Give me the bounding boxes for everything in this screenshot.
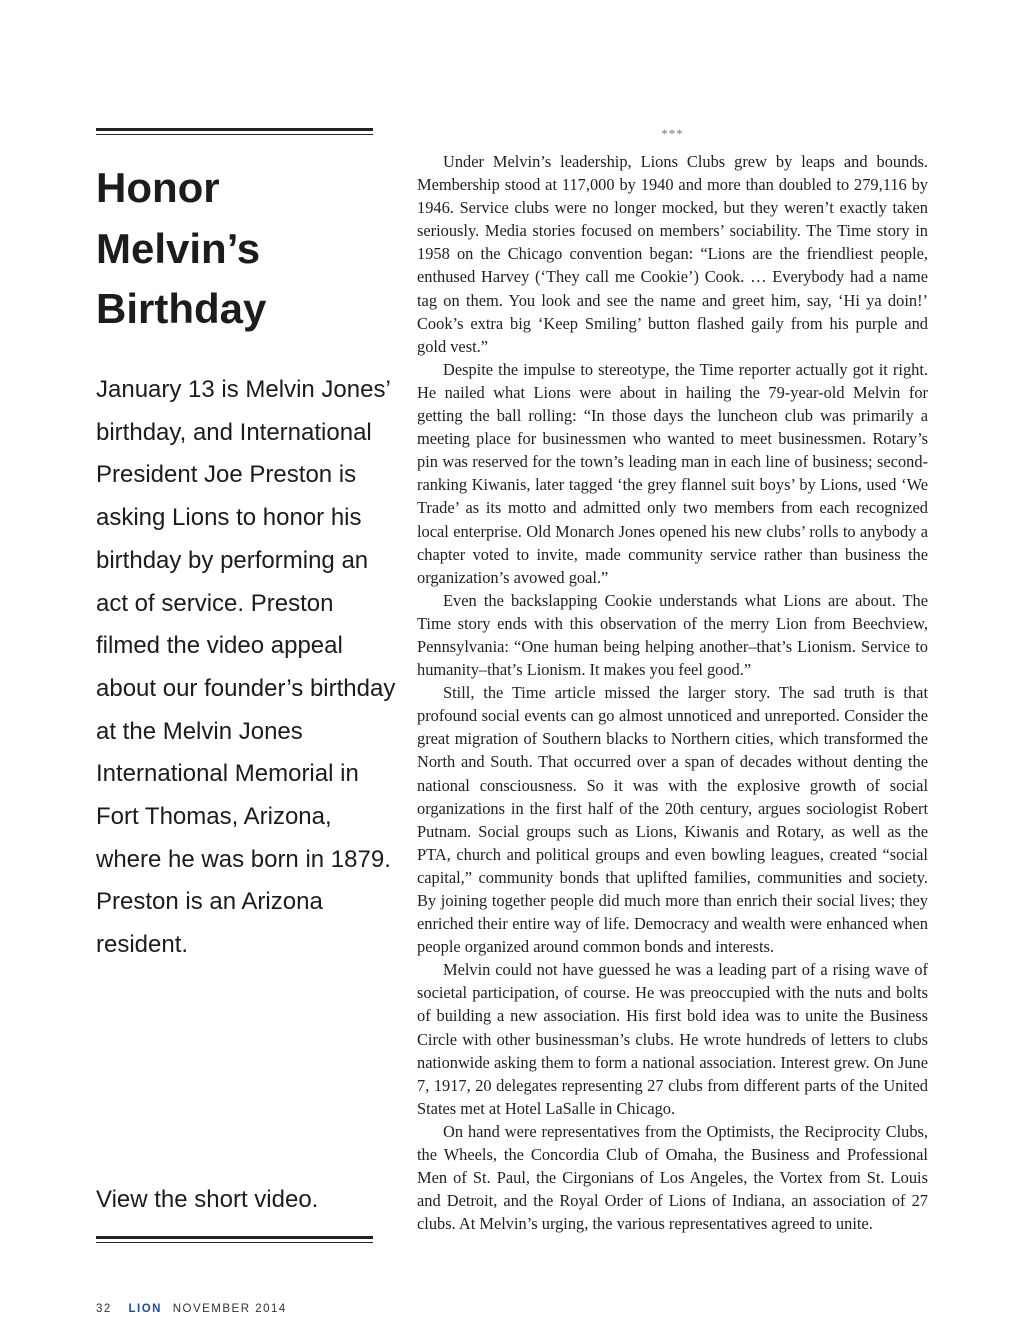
article-paragraph: Still, the Time article missed the larger story. The sad truth is that profound social events can go almost unnoticed and unreported. Consider the great migration of Southern blacks to Northern cities, which transformed the North and South. That occurred over a span of decades without denting the national consciousness. So it was with the explosive growth of social organizations in the first half of the 20th century, argues sociologist Robert Putnam. Social groups such as Lions, Kiwanis and Rotary, as well as the PTA, church and political groups and even bowling leagues, created “social capital,” community bonds that uplifted families, communities and society. By joining together people did much more than enrich their social lives; they enriched their entire way of life. Democracy and wealth were enhanced when people organized around common bonds and interests. [417, 683, 928, 957]
sidebar-bottom-rule [96, 1236, 373, 1243]
article-paragraph: Under Melvin’s leadership, Lions Clubs grew by leaps and bounds. Membership stood at 117,000 by 1940 and more than doubled to 279,116 by 1946. Service clubs were no longer mocked, but they weren’t exactly taken seriously. Media stories focused on members’ sociability. The Time story in 1958 on the Chicago convention began: “Lions are the friendliest people, enthused Harvey (‘They call me Cookie’) Cook. … Everybody had a name tag on them. You look and see the name and greet him, say, ‘Hi ya doin!’ Cook’s extra big ‘Keep Smiling’ button flashed gaily from his purple and gold vest.” [417, 152, 928, 356]
article-paragraph: On hand were representatives from the Optimists, the Reciprocity Clubs, the Wheels, the Concordia Club of Omaha, the Business and Professional Men of St. Paul, the Cirgonians of Los Angeles, the Vortex from St. Louis and Detroit, and the Royal Order of Lions of Indiana, an association of 27 clubs. At Melvin’s urging, the various representatives agreed to unite. [417, 1121, 928, 1234]
page-number: 32 [96, 1303, 112, 1315]
page-footer [96, 1303, 287, 1315]
issue-date: NOVEMBER 2014 [172, 1303, 287, 1315]
article-paragraph: Even the backslapping Cookie understands what Lions are about. The Time story ends with this observation of the merry Lion from Beechview, Pennsylvania: “One human being helping another–that’s Lionism. Service to humanity–that’s Lionism. It makes you feel good.” [417, 590, 928, 680]
sidebar-title: Honor Melvin’s Birthday [96, 164, 267, 332]
section-divider: *** [661, 126, 684, 141]
article-body [417, 150, 928, 1235]
sidebar-top-rule [96, 128, 373, 135]
magazine-name: LION [128, 1303, 162, 1315]
view-video-link[interactable]: View the short video. [96, 1186, 319, 1213]
article-paragraph: Despite the impulse to stereotype, the Time reporter actually got it right. He nailed what Lions were about in hailing the 79-year-old Melvin for getting the ball rolling: “In those days the luncheon club was primarily a meeting place for businessmen who wanted to meet businessmen. Rotary’s pin was reserved for the town’s leading man in each line of business; second-ranking Kiwanis, later tagged ‘the grey flannel suit boys’ by Lions, used ‘We Trade’ as its motto and admitted only two members from each recognized local enterprise. Old Monarch Jones opened his new clubs’ rolls to anybody a chapter voted to invite, made community service rather than business the organization’s avowed goal.” [417, 359, 928, 587]
sidebar-body: January 13 is Melvin Jones’ birthday, and International President Joe Preston is asking Lions to honor his birthday by performing an act of service. Preston filmed the video appeal about our founder’s birthday at the Melvin Jones International Memorial in Fort Thomas, Arizona, where he was born in 1879. Preston is an Arizona resident. [96, 376, 396, 959]
article-paragraph: Melvin could not have guessed he was a leading part of a rising wave of societal participation, of course. He was preoccupied with the nuts and bolts of building a new association. His first bold idea was to unite the Business Circle with other businessman’s clubs. He wrote hundreds of letters to clubs nationwide asking them to form a national association. Interest grew. On June 7, 1917, 20 delegates representing 27 clubs from different parts of the United States met at Hotel LaSalle in Chicago. [417, 960, 928, 1118]
